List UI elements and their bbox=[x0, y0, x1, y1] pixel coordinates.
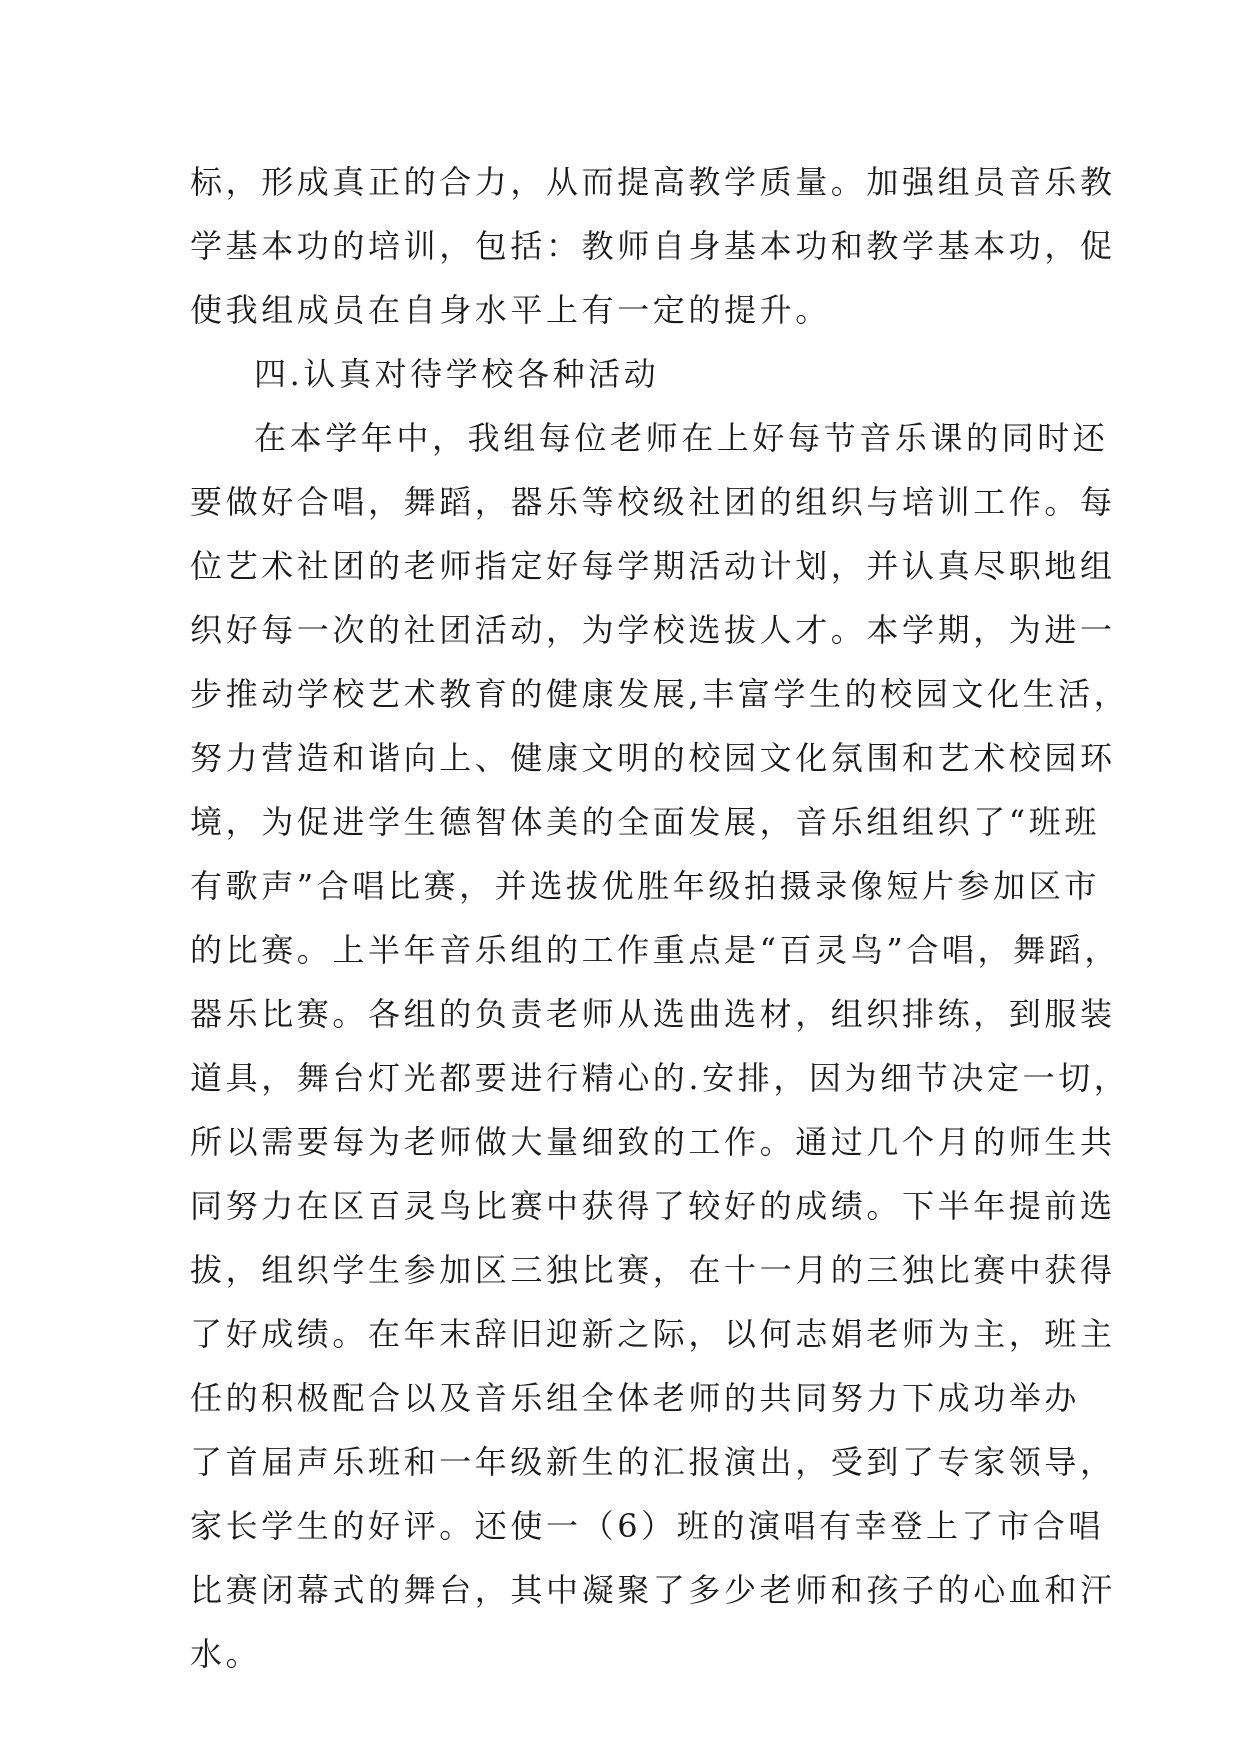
text-line: 同努力在区百灵鸟比赛中获得了较好的成绩。下半年提前选 bbox=[190, 1187, 1116, 1225]
text-line: 了首届声乐班和一年级新生的汇报演出，受到了专家领导， bbox=[190, 1443, 1116, 1481]
text-line: 步推动学校艺术教育的健康发展,丰富学生的校园文化生活， bbox=[190, 675, 1130, 713]
body-text bbox=[190, 150, 1130, 1686]
text-line: 境，为促进学生德智体美的全面发展，音乐组组织了“班班 bbox=[190, 803, 1100, 841]
text-line: 使我组成员在自身水平上有一定的提升。 bbox=[190, 291, 831, 329]
text-line: 拔，组织学生参加区三独比赛，在十一月的三独比赛中获得 bbox=[190, 1251, 1116, 1289]
text-line: 有歌声”合唱比赛，并选拔优胜年级拍摄录像短片参加区市 bbox=[190, 867, 1100, 905]
text-line: 的比赛。上半年音乐组的工作重点是“百灵鸟”合唱，舞蹈， bbox=[190, 931, 1120, 969]
text-line: 要做好合唱，舞蹈，器乐等校级社团的组织与培训工作。每 bbox=[190, 483, 1116, 521]
text-line: 道具，舞台灯光都要进行精心的.安排，因为细节决定一切， bbox=[190, 1059, 1130, 1097]
text-line: 学基本功的培训，包括：教师自身基本功和教学基本功，促 bbox=[190, 227, 1116, 265]
text-line: 家长学生的好评。还使一（6）班的演唱有幸登上了市合唱 bbox=[190, 1507, 1104, 1545]
text-line: 所以需要每为老师做大量细致的工作。通过几个月的师生共 bbox=[190, 1123, 1116, 1161]
text-line: 比赛闭幕式的舞台，其中凝聚了多少老师和孩子的心血和汗 bbox=[190, 1571, 1116, 1609]
section-heading: 四.认真对待学校各种活动 bbox=[254, 355, 660, 393]
text-line: 水。 bbox=[190, 1635, 262, 1673]
text-line: 器乐比赛。各组的负责老师从选曲选材，组织排练，到服装 bbox=[190, 995, 1116, 1033]
text-line: 位艺术社团的老师指定好每学期活动计划，并认真尽职地组 bbox=[190, 547, 1116, 585]
text-line: 织好每一次的社团活动，为学校选拔人才。本学期，为进一 bbox=[190, 611, 1116, 649]
text-line: 在本学年中，我组每位老师在上好每节音乐课的同时还 bbox=[254, 419, 1109, 457]
text-line: 标，形成真正的合力，从而提高教学质量。加强组员音乐教 bbox=[190, 163, 1116, 201]
text-line: 任的积极配合以及音乐组全体老师的共同努力下成功举办 bbox=[190, 1379, 1081, 1417]
text-line: 努力营造和谐向上、健康文明的校园文化氛围和艺术校园环 bbox=[190, 739, 1116, 777]
text-line: 了好成绩。在年末辞旧迎新之际，以何志娟老师为主，班主 bbox=[190, 1315, 1116, 1353]
